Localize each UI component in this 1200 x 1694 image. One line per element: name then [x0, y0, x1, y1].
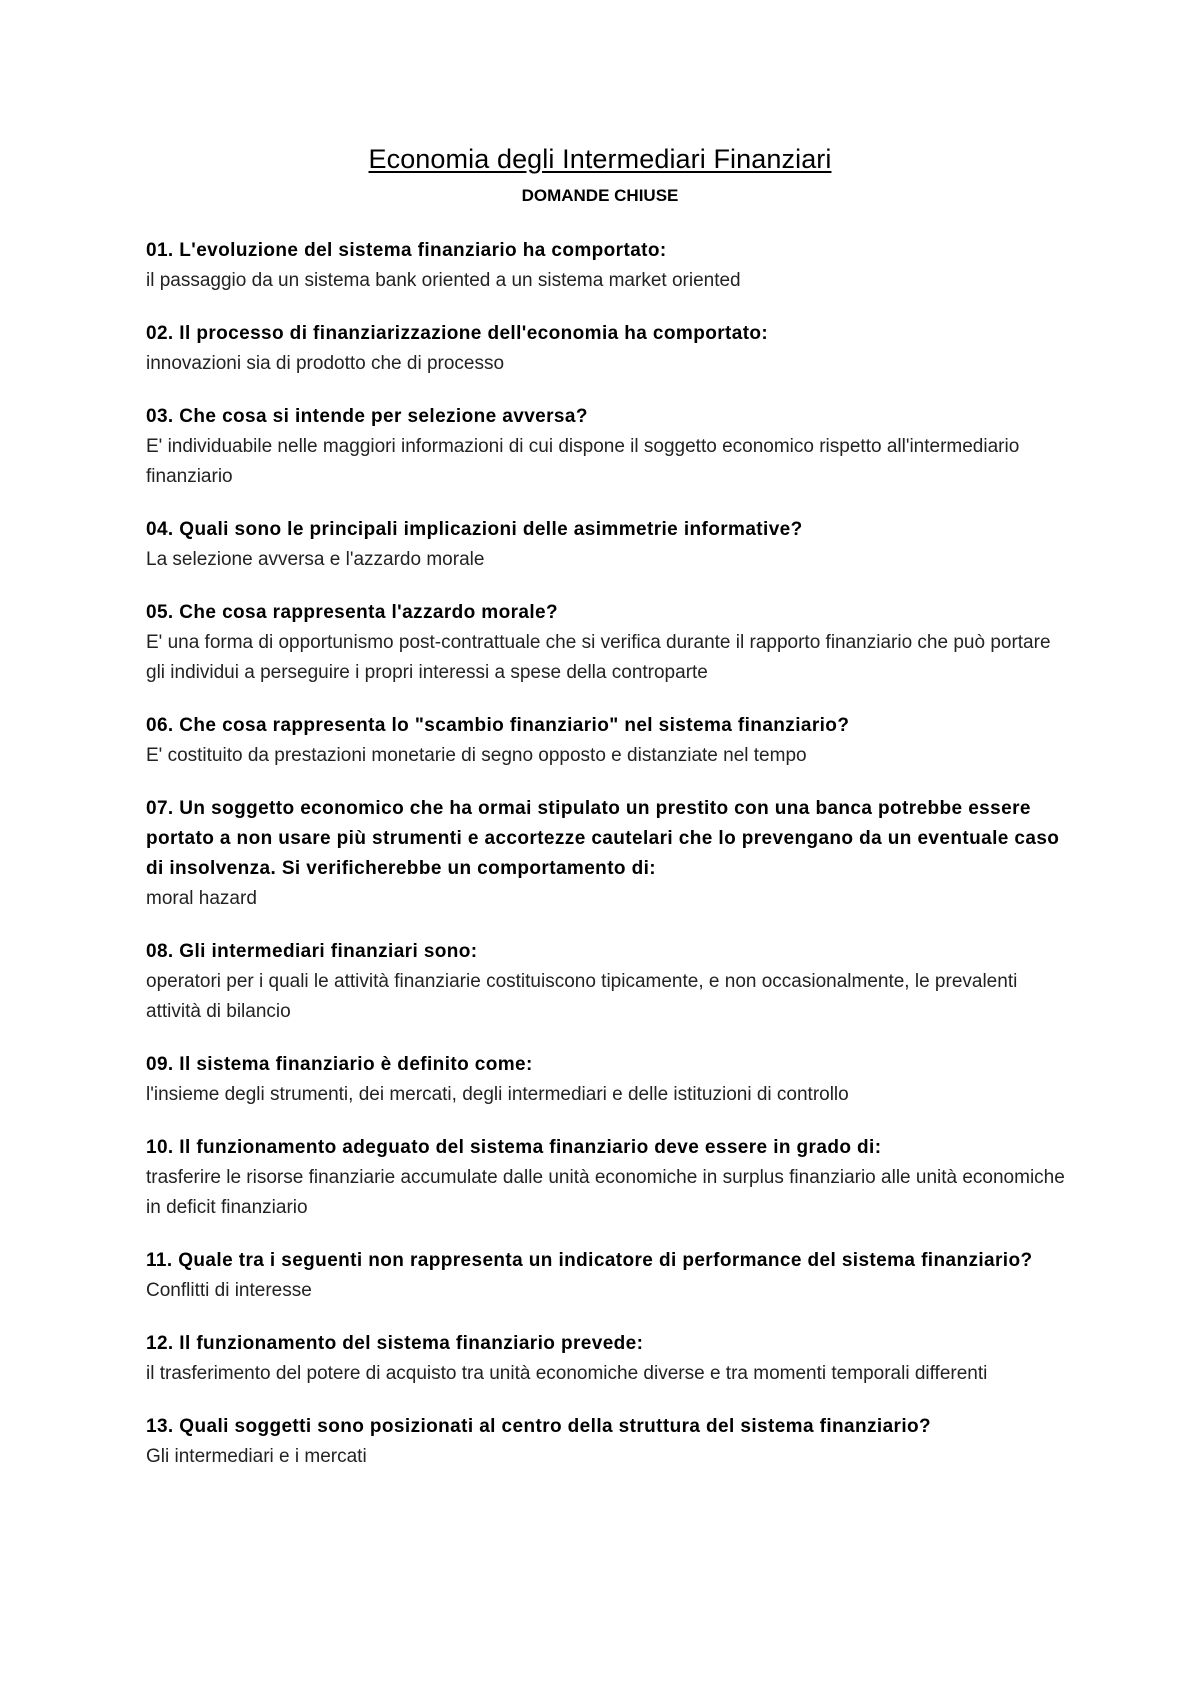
qa-item-06	[146, 711, 1066, 771]
qa-item-07	[146, 794, 1066, 914]
question-text: 07. Un soggetto economico che ha ormai stipulato un prestito con una banca potrebbe essere portato a non usare più strumenti e accortezze cautelari che lo prevengano da un eventuale caso di insolvenza. Si verificherebbe un comportamento di:	[146, 798, 1060, 879]
answer-text: Gli intermediari e i mercati	[146, 1446, 367, 1467]
answer-text: il passaggio da un sistema bank oriented a un sistema market oriented	[146, 270, 741, 291]
document-subtitle: DOMANDE CHIUSE	[521, 186, 679, 205]
question-text: 02. Il processo di finanziarizzazione dell'economia ha comportato:	[146, 323, 769, 344]
question-text: 05. Che cosa rappresenta l'azzardo morale?	[146, 602, 559, 623]
answer-text: La selezione avversa e l'azzardo morale	[146, 549, 485, 570]
question-text: 12. Il funzionamento del sistema finanziario prevede:	[146, 1333, 644, 1354]
answer-text: E' una forma di opportunismo post-contrattuale che si verifica durante il rapporto finanziario che può portare gli individui a perseguire i propri interessi a spese della controparte	[146, 632, 1051, 683]
qa-item-04	[146, 515, 1066, 575]
qa-list	[146, 236, 1066, 1495]
qa-item-11	[146, 1246, 1066, 1306]
answer-text: E' costituito da prestazioni monetarie di segno opposto e distanziate nel tempo	[146, 745, 807, 766]
qa-item-13	[146, 1412, 1066, 1472]
question-text: 10. Il funzionamento adeguato del sistema finanziario deve essere in grado di:	[146, 1137, 882, 1158]
question-text: 06. Che cosa rappresenta lo "scambio finanziario" nel sistema finanziario?	[146, 715, 850, 736]
answer-text: il trasferimento del potere di acquisto tra unità economiche diverse e tra momenti temporali differenti	[146, 1363, 988, 1384]
qa-item-12	[146, 1329, 1066, 1389]
question-text: 08. Gli intermediari finanziari sono:	[146, 941, 478, 962]
qa-item-05	[146, 598, 1066, 688]
question-text: 03. Che cosa si intende per selezione avversa?	[146, 406, 588, 427]
question-text: 09. Il sistema finanziario è definito come:	[146, 1054, 533, 1075]
answer-text: E' individuabile nelle maggiori informazioni di cui dispone il soggetto economico rispetto all'intermediario finanziario	[146, 436, 1020, 487]
answer-text: moral hazard	[146, 888, 257, 909]
answer-text: Conflitti di interesse	[146, 1280, 312, 1301]
qa-item-02	[146, 319, 1066, 379]
qa-item-10	[146, 1133, 1066, 1223]
question-text: 04. Quali sono le principali implicazioni delle asimmetrie informative?	[146, 519, 803, 540]
answer-text: trasferire le risorse finanziarie accumulate dalle unità economiche in surplus finanziario alle unità economiche in deficit finanziario	[146, 1167, 1065, 1218]
answer-text: l'insieme degli strumenti, dei mercati, degli intermediari e delle istituzioni di controllo	[146, 1084, 849, 1105]
answer-text: operatori per i quali le attività finanziarie costituiscono tipicamente, e non occasionalmente, le prevalenti attività di bilancio	[146, 971, 1018, 1022]
question-text: 13. Quali soggetti sono posizionati al centro della struttura del sistema finanziario?	[146, 1416, 932, 1437]
qa-item-03	[146, 402, 1066, 492]
answer-text: innovazioni sia di prodotto che di processo	[146, 353, 505, 374]
document-title: Economia degli Intermediari Finanziari	[368, 144, 832, 174]
qa-item-09	[146, 1050, 1066, 1110]
qa-item-08	[146, 937, 1066, 1027]
question-text: 01. L'evoluzione del sistema finanziario ha comportato:	[146, 240, 667, 261]
question-text: 11. Quale tra i seguenti non rappresenta un indicatore di performance del sistema finanziario?	[146, 1250, 1033, 1271]
qa-item-01	[146, 236, 1066, 296]
